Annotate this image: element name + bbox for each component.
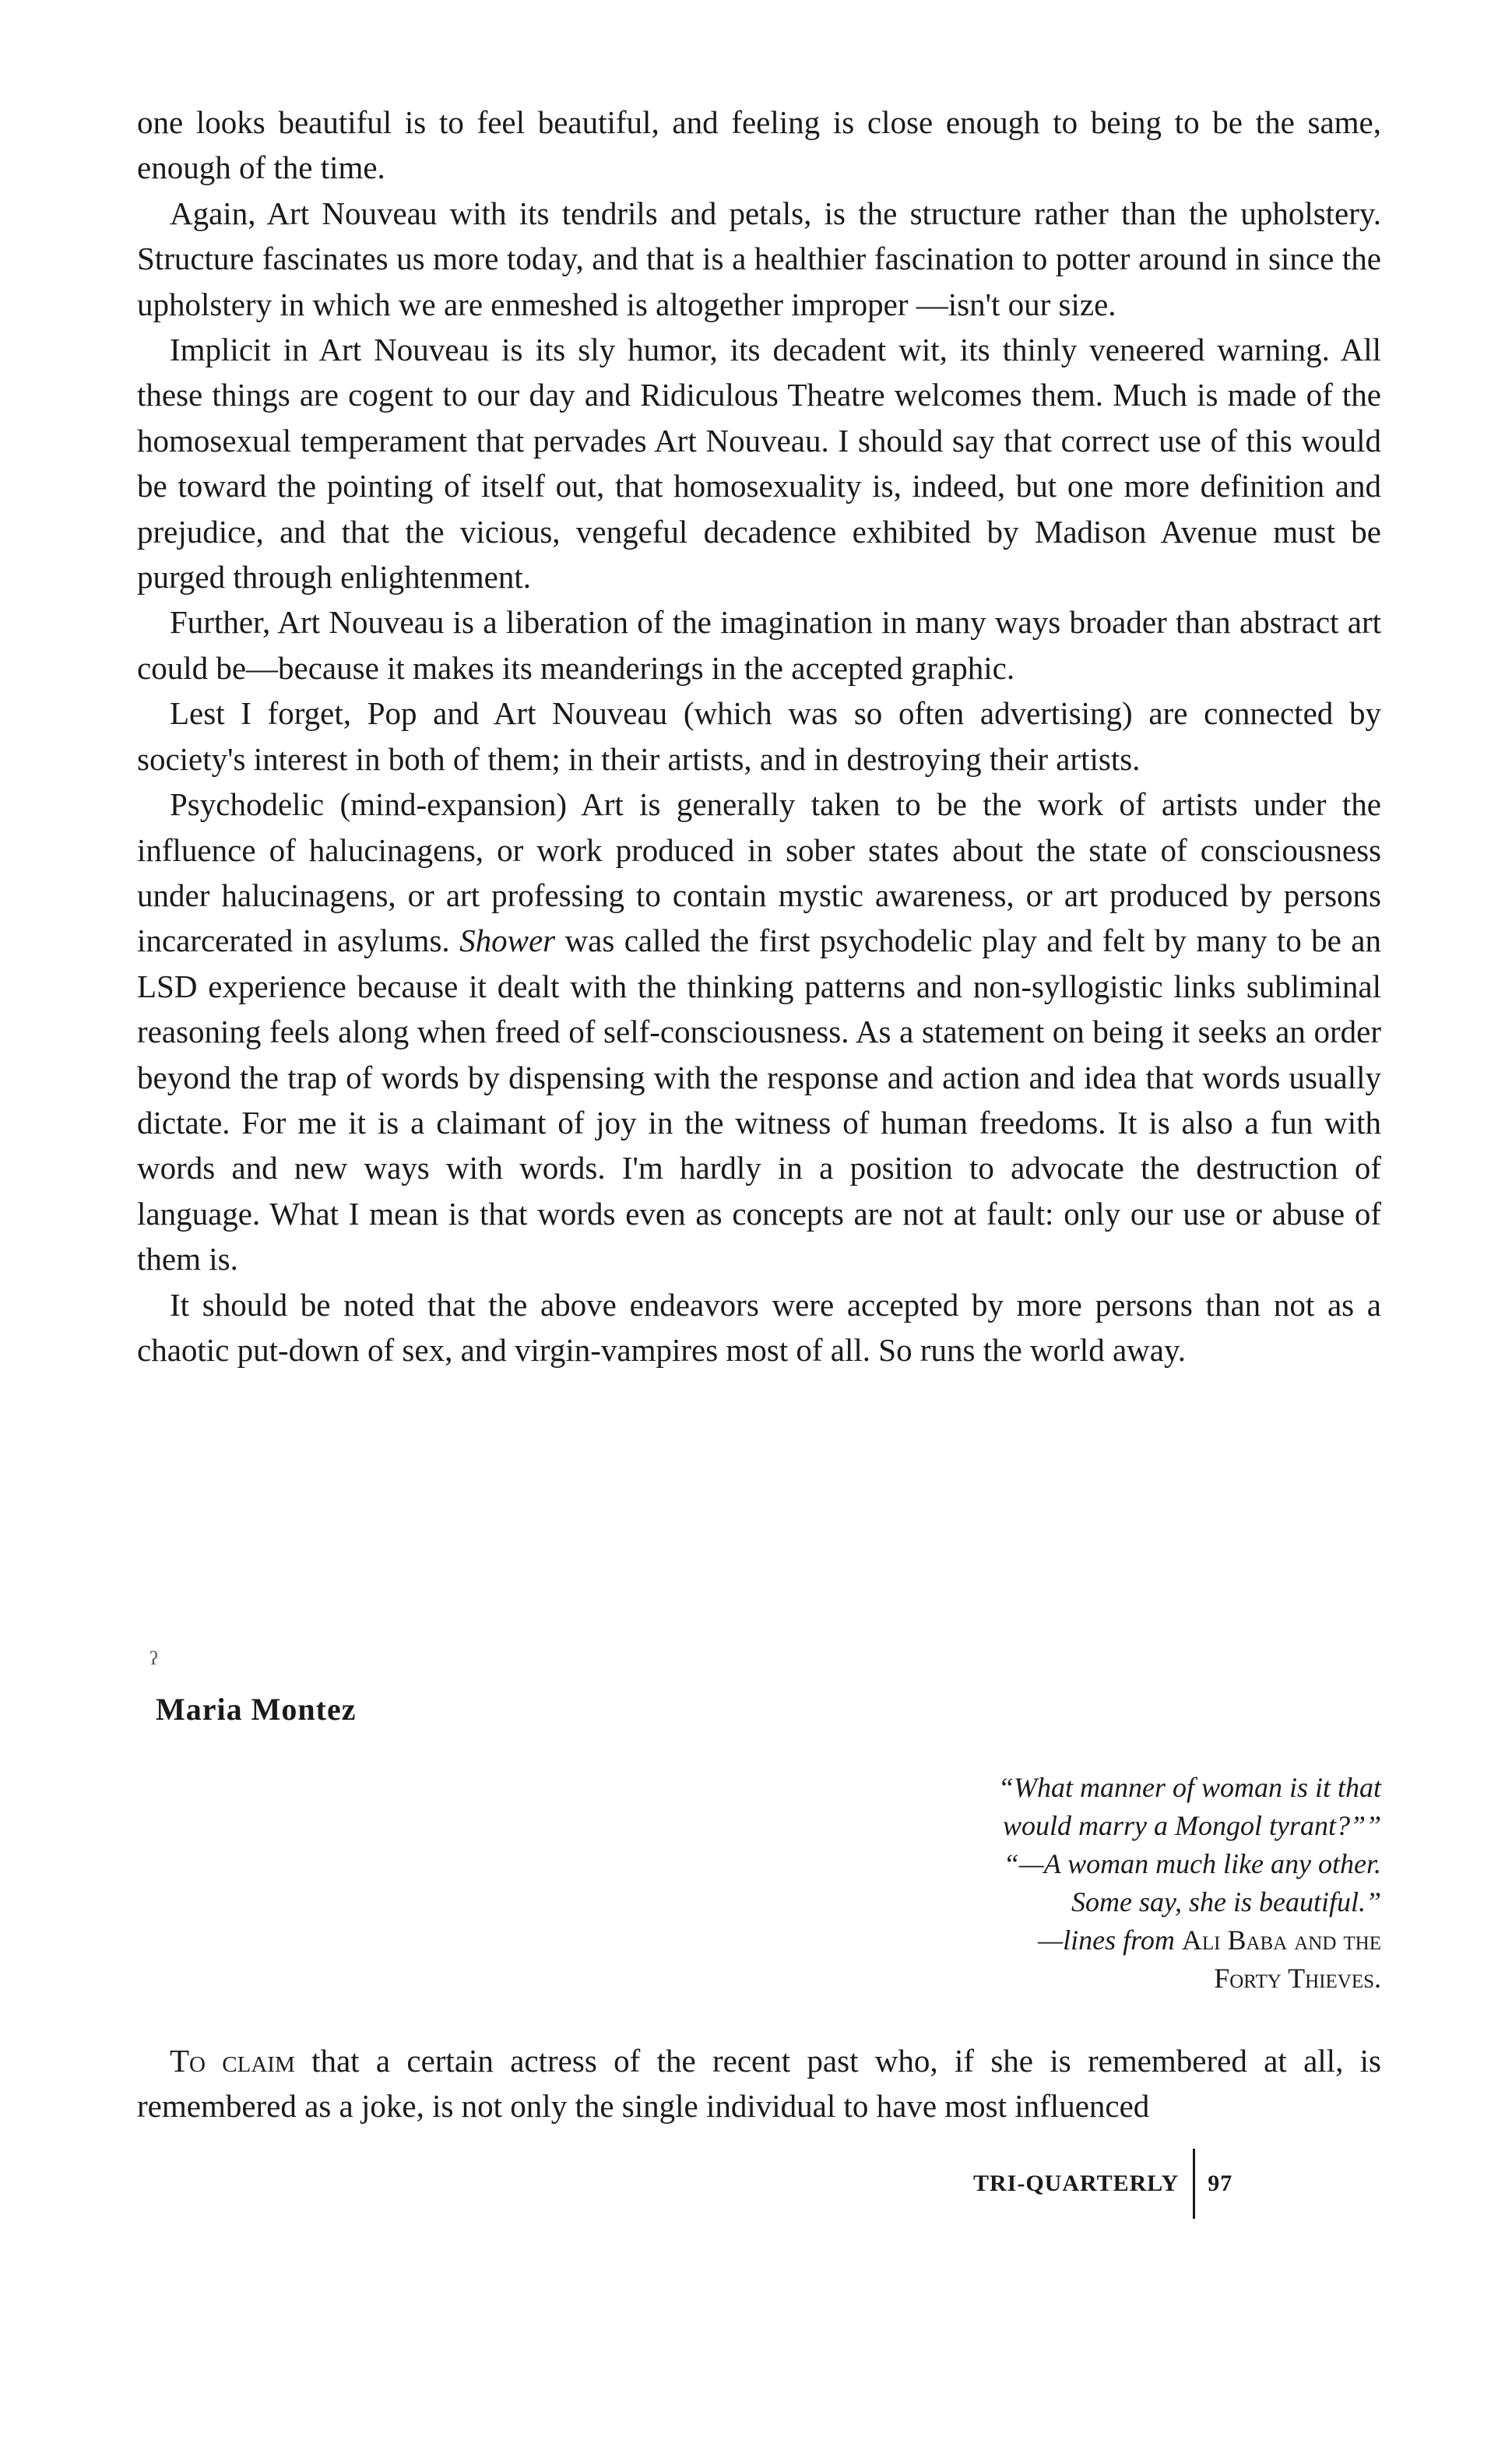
text-run: that a certain actress of the recent past who, if she is remembered at all, is remembered as a joke, is not only the single individual to have most influenced bbox=[137, 2043, 1381, 2125]
text-run: Psychodelic (mind-expansion) Art is generally taken to be the work of artists under the influence of halucinagens, or work produced in sober states about the state of consciousness under halucinagens, or art professing to contain mystic awareness, or art produced by persons incarcerated in asylums. bbox=[137, 786, 1381, 959]
section-mark: ʔ bbox=[149, 1649, 158, 1669]
epigraph bbox=[680, 1769, 1381, 1998]
text-run: was called the first psychodelic play and felt by many to be an LSD experience because it dealt with the thinking patterns and non-syllogistic links subliminal reasoning feels along when freed of self-consciousness. As a statement on being it seeks an order beyond the trap of words by dispensing with the response and action and idea that words usually dictate. For me it is a claimant of joy in the witness of human freedoms. It is also a fun with words and new ways with words. I'm hardly in a position to advocate the destruction of language. What I mean is that words even as concepts are not at fault: only our use or abuse of them is. bbox=[137, 923, 1382, 1278]
epigraph-line: Some say, she is beautiful.” bbox=[1071, 1886, 1381, 1917]
paragraph: Implicit in Art Nouveau is its sly humor, its decadent wit, its thinly veneered warning. All these things are cogent to our day and Ridiculous Theatre welcomes them. Much is made of the homosexual temperament that pervades Art Nouveau. I should say that correct use of this would be toward the pointing of itself out, that homosexuality is, indeed, but one more definition and prejudice, and that the vicious, vengeful decadence exhibited by Madison Avenue must be purged through enlightenment. bbox=[137, 332, 1381, 596]
attribution-prefix: —lines from bbox=[1038, 1924, 1182, 1956]
attribution-source: Forty Thieves. bbox=[1214, 1963, 1381, 1994]
attribution-source: Ali Baba and the bbox=[1181, 1924, 1381, 1956]
paragraph: Again, Art Nouveau with its tendrils and petals, is the structure rather than the upholstery. Structure fascinates us more today, and that is a healthier fascination to potter around in since the upholstery in which we are enmeshed is altogether improper —isn't our size. bbox=[137, 195, 1381, 322]
section-heading: Maria Montez bbox=[156, 1692, 357, 1727]
footer-divider bbox=[1193, 2149, 1195, 2219]
paragraph bbox=[137, 2038, 1381, 2129]
paragraph-psychodelic bbox=[137, 782, 1381, 1281]
journal-name: TRI-QUARTERLY bbox=[973, 2170, 1180, 2196]
running-footer bbox=[973, 2149, 1232, 2219]
section-opening bbox=[137, 2038, 1381, 2129]
epigraph-line: “—A woman much like any other. bbox=[1003, 1848, 1381, 1879]
epigraph-line: would marry a Mongol tyrant?”” bbox=[1002, 1810, 1381, 1841]
page-number: 97 bbox=[1208, 2170, 1233, 2196]
paragraph: It should be noted that the above endeavors were accepted by more persons than not as a chaotic put-down of sex, and virgin-vampires most of all. So runs the world away. bbox=[137, 1286, 1381, 1368]
essay-body bbox=[137, 100, 1381, 1373]
epigraph-line: “What manner of woman is it that bbox=[997, 1772, 1381, 1803]
paragraph: Further, Art Nouveau is a liberation of the imagination in many ways broader than abstract art could be—because it makes its meanderings in the accepted graphic. bbox=[137, 604, 1381, 686]
lead-in: To claim bbox=[170, 2043, 295, 2079]
play-title: Shower bbox=[459, 923, 556, 959]
paragraph: Lest I forget, Pop and Art Nouveau (which was so often advertising) are connected by society's interest in both of them; in their artists, and in destroying their artists. bbox=[137, 695, 1381, 777]
paragraph: one looks beautiful is to feel beautiful, and feeling is close enough to being to be the same, enough of the time. bbox=[137, 104, 1381, 186]
epigraph-attribution bbox=[680, 1921, 1381, 1960]
